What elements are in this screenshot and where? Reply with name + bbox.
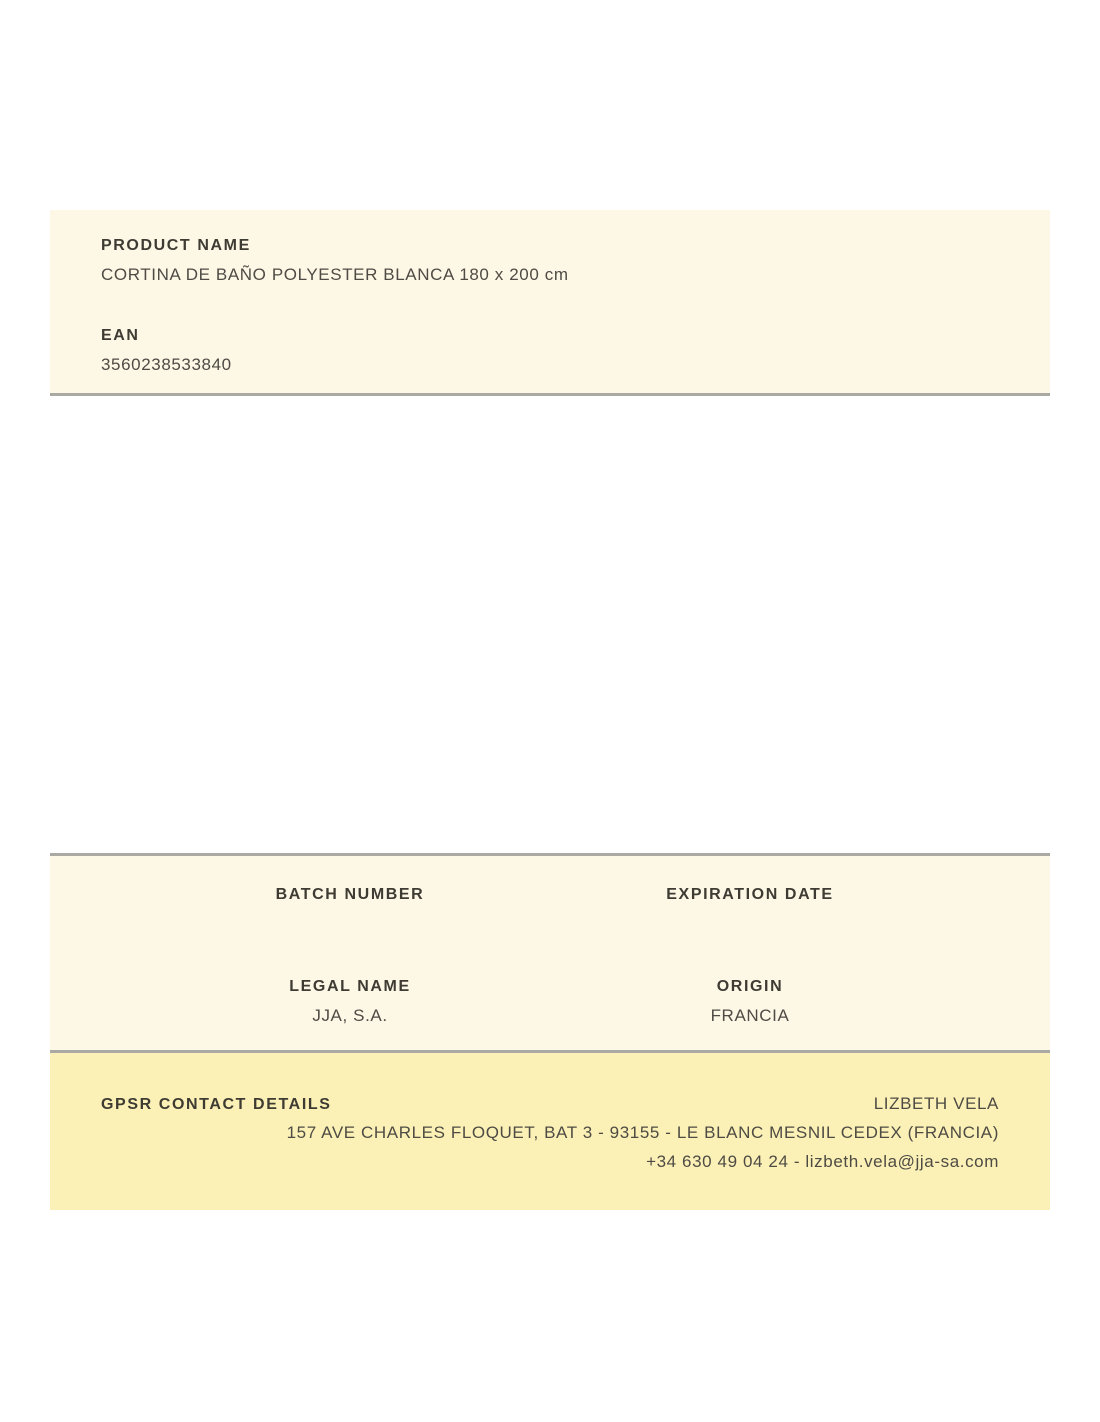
origin-value: FRANCIA xyxy=(710,1006,790,1025)
gpsr-contact-name: LIZBETH VELA xyxy=(873,1094,999,1113)
gpsr-address: 157 AVE CHARLES FLOQUET, BAT 3 - 93155 - LE BLANC MESNIL CEDEX (FRANCIA) xyxy=(286,1123,999,1142)
batch-number-value xyxy=(150,915,550,935)
expiration-date-label: EXPIRATION DATE xyxy=(666,886,834,903)
ean-label: EAN xyxy=(101,327,140,344)
origin-label: ORIGIN xyxy=(716,978,784,995)
expiration-date-field xyxy=(550,886,950,935)
gpsr-title: GPSR CONTACT DETAILS xyxy=(101,1096,332,1113)
legal-name-value: JJA, S.A. xyxy=(312,1006,388,1025)
gpsr-contact-section xyxy=(50,1050,1050,1210)
batch-number-field xyxy=(150,886,550,935)
batch-number-label: BATCH NUMBER xyxy=(275,886,425,903)
product-name-label: PRODUCT NAME xyxy=(101,237,251,254)
batch-origin-section xyxy=(50,853,1050,1050)
gpsr-phone-email: +34 630 49 04 24 - lizbeth.vela@jja-sa.com xyxy=(646,1152,999,1171)
expiration-date-value xyxy=(550,915,950,935)
origin-field xyxy=(550,978,950,1027)
product-info-section xyxy=(50,210,1050,396)
product-name-value: CORTINA DE BAÑO POLYESTER BLANCA 180 x 200 cm xyxy=(101,265,569,284)
ean-value: 3560238533840 xyxy=(101,355,232,374)
legal-name-field xyxy=(150,978,550,1027)
legal-name-label: LEGAL NAME xyxy=(289,978,411,995)
